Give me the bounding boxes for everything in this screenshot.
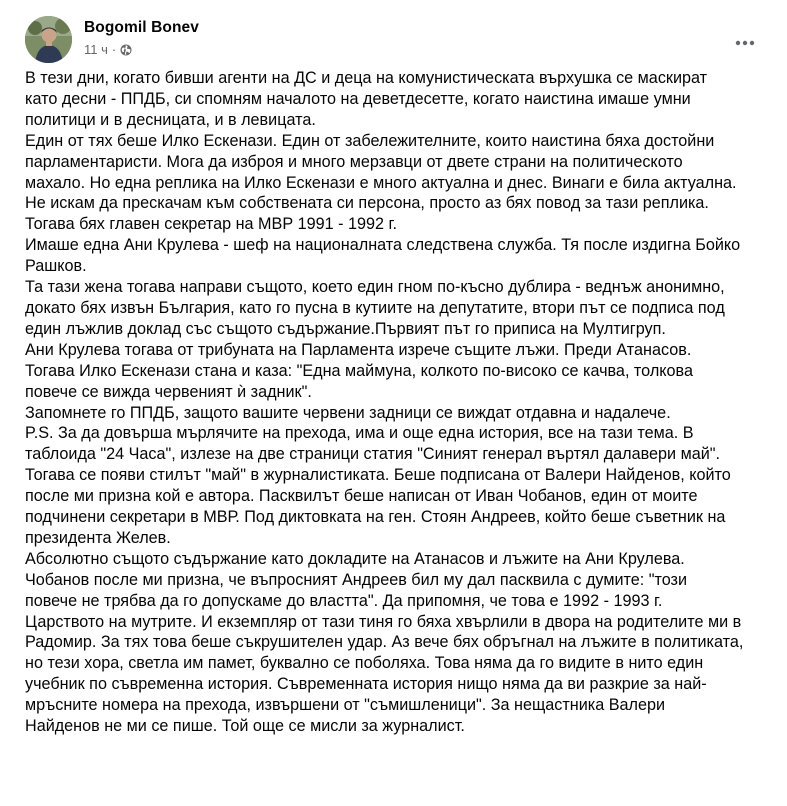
post-text-line: Не искам да прескачам към собствената си персона, просто аз бях повод за тази реплика. <box>25 194 709 213</box>
post-text-line: Тогава бях главен секретар на МВР 1991 - 1992 г. <box>25 215 397 234</box>
post-text-line: Найденов не ми се пише. Той още се мисли за журналист. <box>25 717 465 736</box>
more-options-icon <box>735 40 755 46</box>
post-text-line: Рашков. <box>25 257 87 276</box>
more-options-button[interactable] <box>727 25 763 61</box>
post-text-line: Запомнете го ППДБ, защото вашите червени задници се виждат отдавна и надалече. <box>25 403 671 422</box>
post-text-line: Тогава Илко Ескенази стана и каза: "Една маймуна, колкото по-високо се качва, толкова <box>25 361 693 380</box>
post-text-line: повече се вижда червеният ѝ задник". <box>25 382 312 401</box>
post-text-line: Царството на мутрите. И екземпляр от тази тиня го бяха хвърлили в двора на родителите ми в <box>25 612 742 631</box>
post-text-line: Ани Крулева тогава от трибуната на Парламента изрече същите лъжи. Преди Атанасов. <box>25 340 692 359</box>
post-text-line: като десни - ППДБ, си спомням началото на деветдесетте, когато наистина имаше умни <box>25 89 691 108</box>
post-text-line: докато бях извън България, като го пусна в кутиите на депутатите, втори път се подписа под <box>25 298 725 317</box>
post-text-line: Та тази жена тогава направи същото, което един гном по-късно дублира - веднъж анонимно, <box>25 278 725 297</box>
post-text-line: парламентаристи. Мога да изброя и много мерзавци от двете страни на политическото <box>25 152 683 171</box>
post-text-line: един лъжлив доклад със същото съдържание.Първият път го приписа на Мултигруп. <box>25 319 666 338</box>
post-text-line: Чобанов после ми призна, че въпросният Андреев бил му дал пасквила с думите: "този <box>25 570 687 589</box>
globe-icon <box>120 44 132 56</box>
post-time[interactable]: 11 ч <box>84 42 108 57</box>
post-header <box>25 15 765 67</box>
post-text-line: политици и в десницата, и в левицата. <box>25 110 316 129</box>
post-text-line: повече не трябва да го допускаме до властта". Да припомня, че това е 1992 - 1993 г. <box>25 591 663 610</box>
post-text-line: махало. Но една реплика на Илко Ескенази е много актуална и днес. Винаги е била актуална. <box>25 173 737 192</box>
post-text-line: Имаше една Ани Крулева - шеф на националната следствена служба. Тя после издигна Бойко <box>25 236 741 255</box>
post-text-line: президента Желев. <box>25 528 171 547</box>
post-text <box>25 68 770 737</box>
meta-separator: · <box>111 42 117 57</box>
avatar[interactable] <box>25 16 72 63</box>
post-text-line: таблоида "24 Часа", излезе на две страници статия "Синият генерал въртял далавери май". <box>25 445 720 464</box>
avatar-photo <box>25 16 72 63</box>
post-text-line: Абсолютно същото съдържание като докладите на Атанасов и лъжите на Ани Крулева. <box>25 549 685 568</box>
post-card <box>10 0 777 806</box>
post-text-line: подчинени секретари в МВР. Под диктовката на ген. Стоян Андреев, който беше съветник на <box>25 508 726 527</box>
post-text-line: мръсните номера на прехода, извършени от "съмишленици". За нещастника Валери <box>25 696 666 715</box>
post-text-line: учебник по съвременна история. Съвременната история нищо няма да ви разкрие за най- <box>25 675 707 694</box>
post-text-line: Един от тях беше Илко Ескенази. Един от забележителните, които наистина бяха достойни <box>25 131 715 150</box>
post-text-line: P.S. За да довърша мърлячите на прехода, има и още една история, все на тази тема. В <box>25 424 694 443</box>
author-name[interactable]: Bogomil Bonev <box>84 19 199 36</box>
post-text-line: В тези дни, когато бивши агенти на ДС и деца на комунистическата върхушка се маскират <box>25 69 708 87</box>
post-text-line: но тези хора, светла им памет, буквално се поболяха. Това няма да го видите в нито един <box>25 654 704 673</box>
post-text-line: после ми призна кой е автора. Пасквилът беше написан от Иван Чобанов, един от моите <box>25 487 698 506</box>
post-meta <box>84 42 132 57</box>
post-text-line: Тогава се появи стилът "май" в журналистиката. Беше подписана от Валери Найденов, който <box>25 466 731 485</box>
post-text-line: Радомир. За тях това беше съкрушителен удар. Аз вече бях обръгнал на лъжите в политиката, <box>25 633 744 652</box>
